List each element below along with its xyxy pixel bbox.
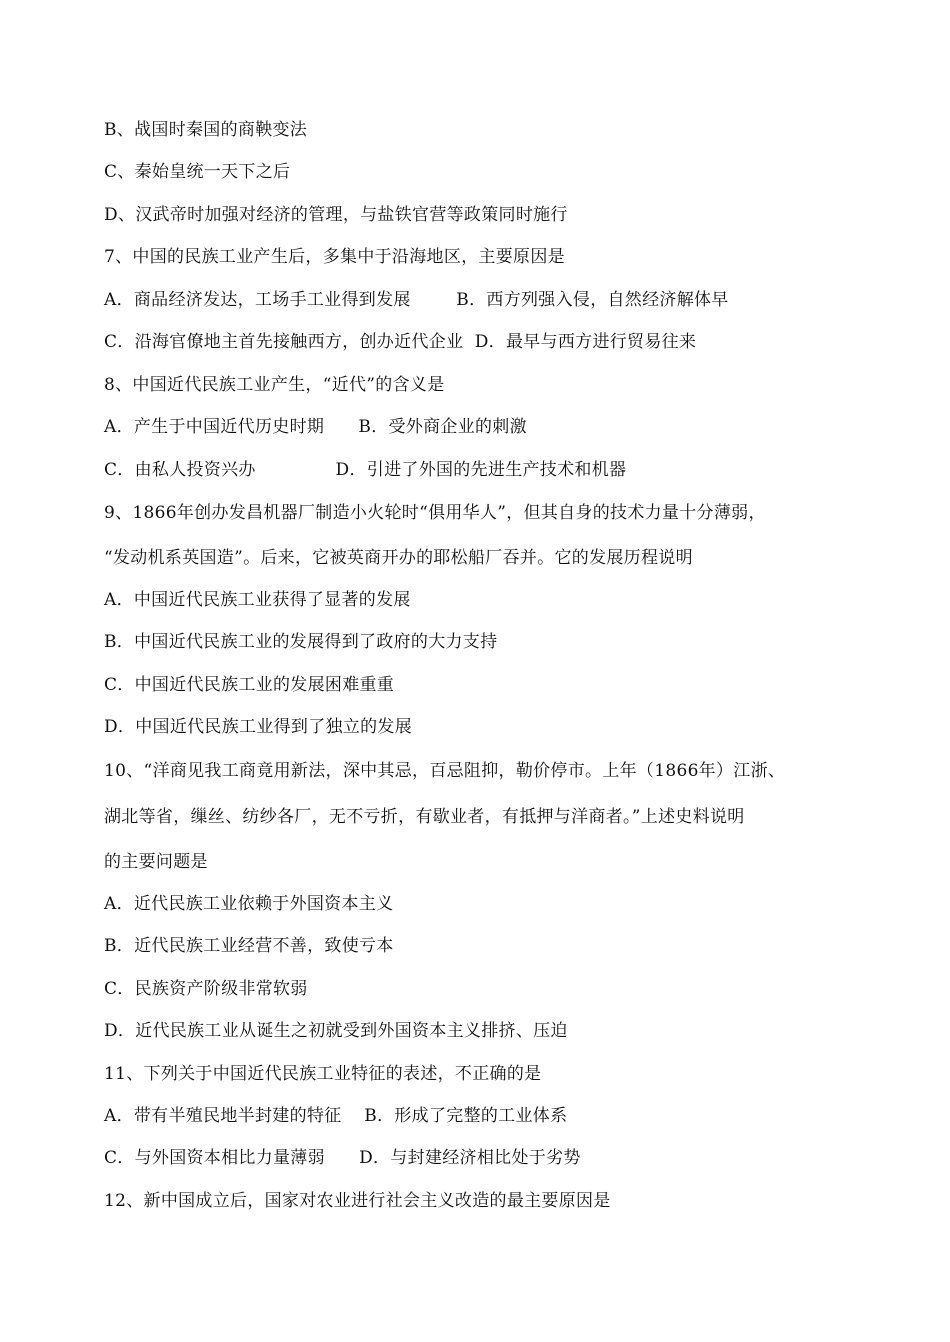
options-11-ab: A．带有半殖民地半封建的特征 B．形成了完整的工业体系 [104,1106,568,1126]
question-10: 10、“洋商见我工商竟用新法，深中其忌，百忌阻抑，勒价停市。上年（1866年）江浙、 [104,761,786,781]
option-10-c: C．民族资产阶级非常软弱 [104,979,308,999]
question-11: 11、下列关于中国近代民族工业特征的表述，不正确的是 [104,1064,542,1084]
option-9-a: A．中国近代民族工业获得了显著的发展 [104,590,411,610]
option-10-d: D．近代民族工业从诞生之初就受到外国资本主义排挤、压迫 [104,1021,568,1041]
question-10-cont2: 的主要问题是 [104,852,208,872]
question-7: 7、中国的民族工业产生后，多集中于沿海地区，主要原因是 [104,247,565,267]
question-10-cont: 湖北等省，缫丝、纺纱各厂，无不亏折，有歇业者，有抵押与洋商者。”上述史料说明 [104,807,745,827]
question-8: 8、中国近代民族工业产生，“近代”的含义是 [104,375,445,395]
text-line: B、战国时秦国的商鞅变法 [104,120,308,140]
options-11-cd: C．与外国资本相比力量薄弱 D．与封建经济相比处于劣势 [104,1148,581,1168]
text-line: C、秦始皇统一天下之后 [104,162,291,182]
option-10-a: A．近代民族工业依赖于外国资本主义 [104,894,394,914]
option-9-b: B．中国近代民族工业的发展得到了政府的大力支持 [104,632,498,652]
options-7-cd: C．沿海官僚地主首先接触西方，创办近代企业 D．最早与西方进行贸易往来 [104,332,697,352]
options-7-ab: A．商品经济发达，工场手工业得到发展 B．西方列强入侵，自然经济解体早 [104,290,729,310]
question-9-cont: “发动机系英国造”。后来，它被英商开办的耶松船厂吞并。它的发展历程说明 [104,548,693,568]
question-9: 9、1866年创办发昌机器厂制造小火轮时“俱用华人”，但其自身的技术力量十分薄弱， [104,503,766,523]
text-line: D、汉武帝时加强对经济的管理，与盐铁官营等政策同时施行 [104,205,568,225]
options-8-ab: A．产生于中国近代历史时期 B．受外商企业的刺激 [104,417,527,437]
question-12: 12、新中国成立后，国家对农业进行社会主义改造的最主要原因是 [104,1191,611,1211]
option-9-d: D．中国近代民族工业得到了独立的发展 [104,717,413,737]
options-8-cd: C．由私人投资兴办 D．引进了外国的先进生产技术和机器 [104,460,627,480]
option-9-c: C．中国近代民族工业的发展困难重重 [104,675,395,695]
option-10-b: B．近代民族工业经营不善，致使亏本 [104,936,394,956]
